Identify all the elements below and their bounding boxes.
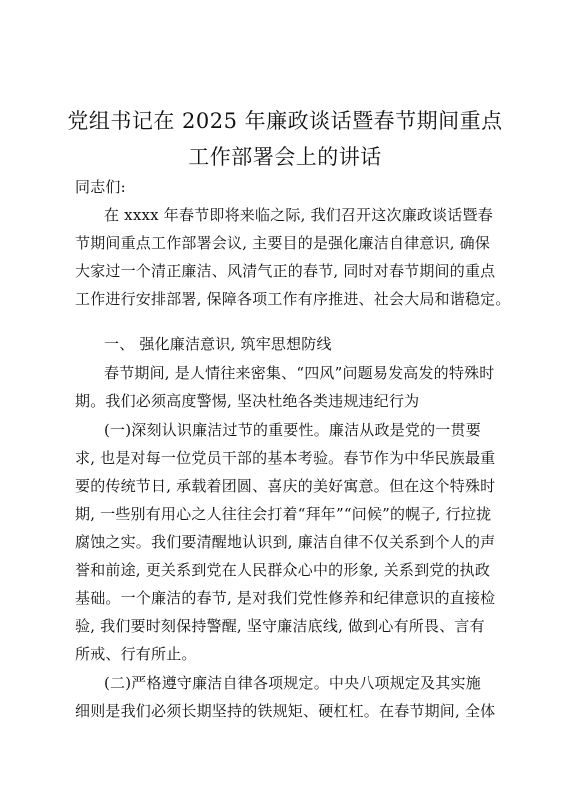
paragraph-line: 要的传统节日, 承载着团圆、喜庆的美好寓意。但在这个特殊时 — [75, 477, 496, 495]
paragraph-line: 基础。一个廉洁的春节, 是对我们党性修养和纪律意识的直接检 — [75, 589, 496, 607]
subsection-heading-line: (一)深刻认识廉洁过节的重要性。廉洁从政是党的一贯要 — [104, 421, 481, 439]
document-title-line-2: 工作部署会上的讲话 — [188, 145, 382, 169]
paragraph-line: 大家过一个清正廉洁、风清气正的春节, 同时对春节期间的重点 — [75, 262, 496, 280]
paragraph-line: 细则是我们必须长期坚持的铁规矩、硬杠杠。在春节期间, 全体 — [75, 702, 496, 720]
paragraph-line: 求, 也是对每一位党员干部的基本考验。春节作为中华民族最重 — [75, 449, 496, 467]
paragraph-line: 所戒、行有所止。 — [75, 645, 197, 663]
paragraph-line: 春节期间, 是人情往来密集、“四风”问题易发高发的特殊时 — [104, 364, 495, 382]
paragraph-line: 在 xxxx 年春节即将来临之际, 我们召开这次廉政谈话暨春 — [104, 206, 493, 224]
paragraph-line: 誉和前途, 更关系到党在人民群众心中的形象, 关系到党的执政 — [75, 561, 491, 579]
paragraph-line: 节期间重点工作部署会议, 主要目的是强化廉洁自律意识, 确保 — [75, 234, 491, 252]
document-title-line-1: 党组书记在 2025 年廉政谈话暨春节期间重点 — [67, 109, 503, 133]
paragraph-line: 工作进行安排部署, 保障各项工作有序推进、社会大局和谐稳定。 — [75, 290, 511, 308]
paragraph-line: 期, 一些别有用心之人往往会打着“拜年”“问候”的幌子, 行拉拢 — [75, 505, 492, 523]
section-heading: 一、 强化廉洁意识, 筑牢思想防线 — [104, 335, 332, 353]
paragraph-line: 期。我们必须高度警惕, 坚决杜绝各类违规违纪行为 — [75, 392, 420, 410]
salutation: 同志们: — [75, 178, 126, 196]
subsection-heading-line: (二)严格遵守廉洁自律各项规定。中央八项规定及其实施 — [104, 674, 481, 692]
paragraph-line: 腐蚀之实。我们要清醒地认识到, 廉洁自律不仅关系到个人的声 — [75, 533, 496, 551]
paragraph-line: 验, 我们要时刻保持警醒, 坚守廉洁底线, 做到心有所畏、言有 — [75, 617, 485, 635]
